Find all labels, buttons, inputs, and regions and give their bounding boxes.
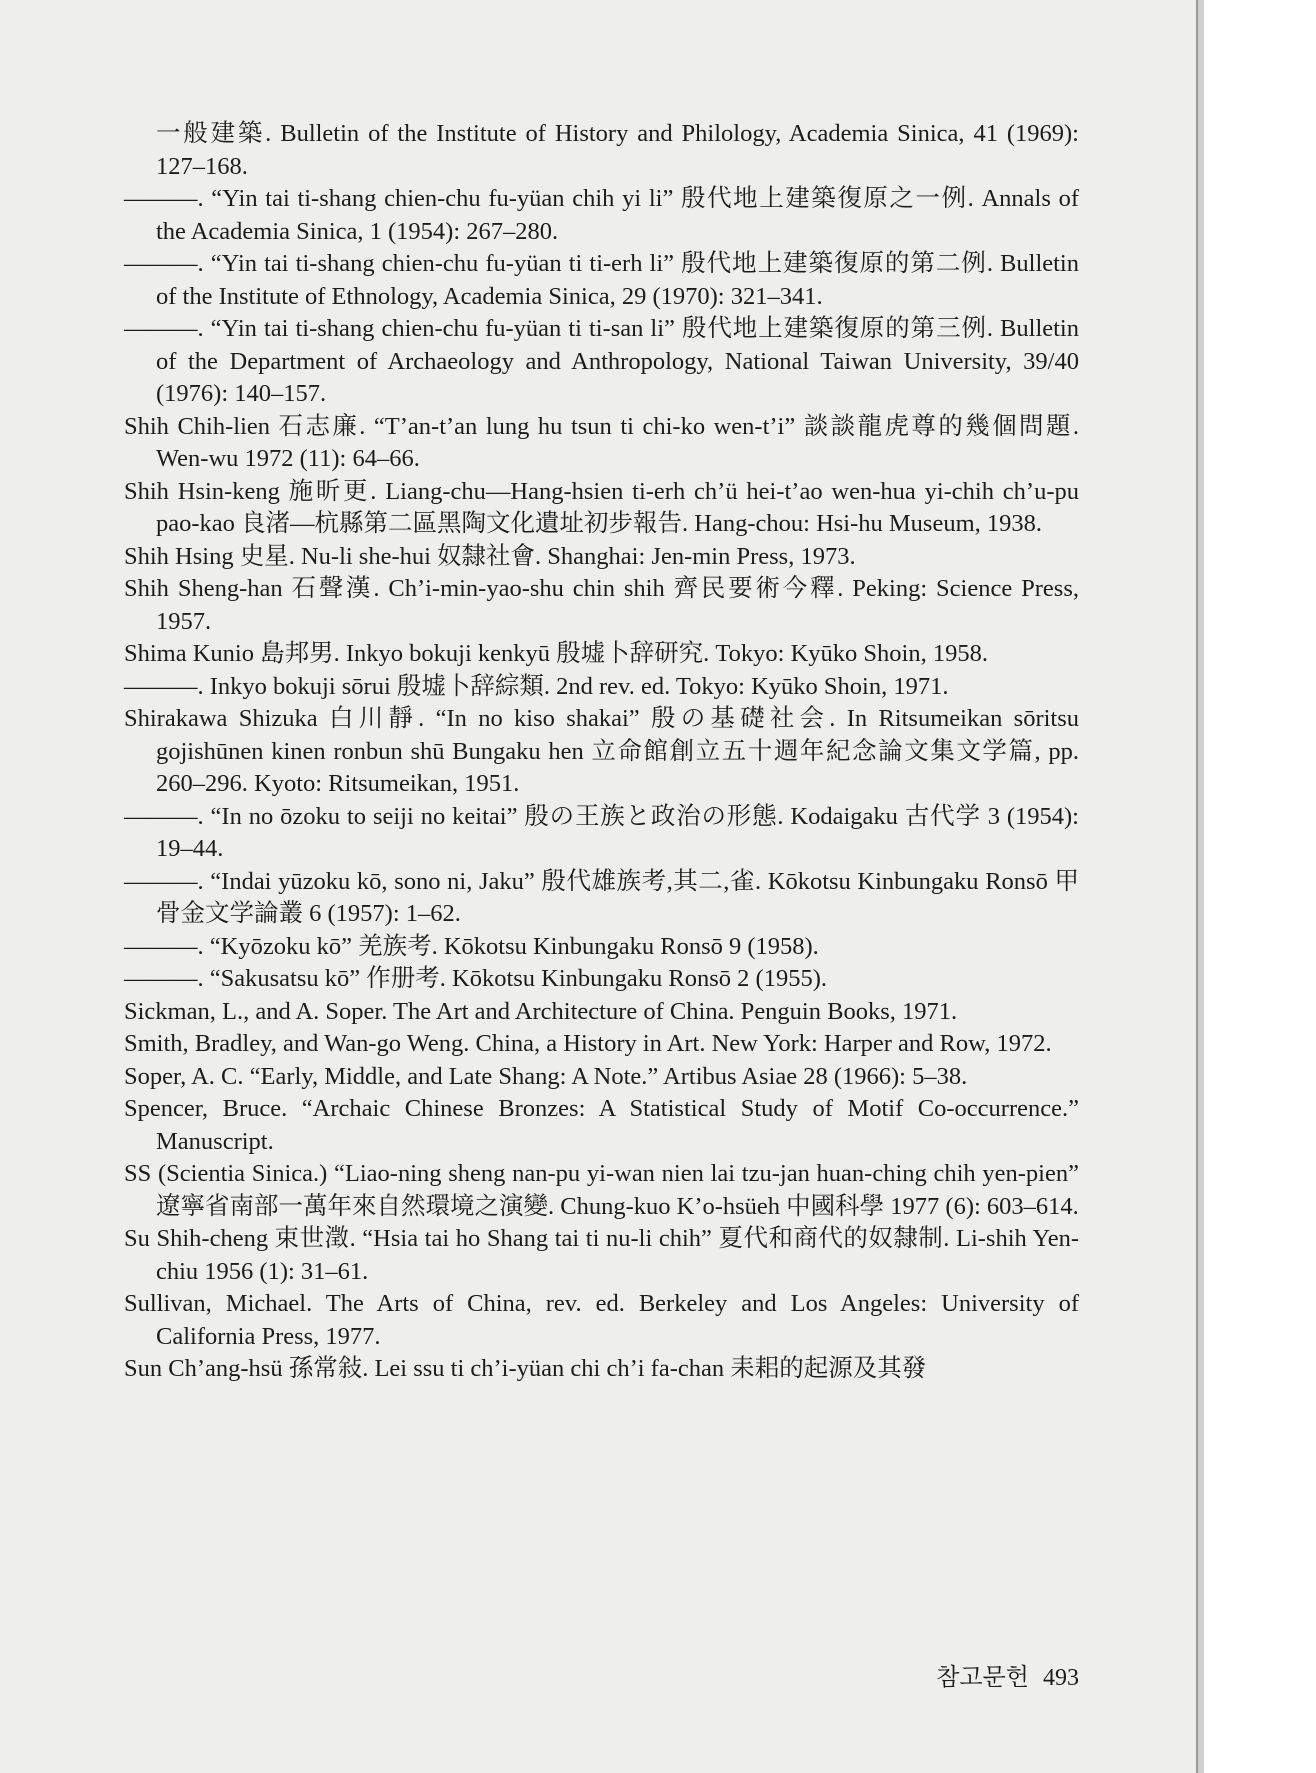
- bibliography-entry: Sullivan, Michael. The Arts of China, rev. ed. Berkeley and Los Angeles: University of California Press, 1977.: [124, 1290, 1079, 1350]
- bibliography-entry: Sun Ch’ang-hsü 孫常敍. Lei ssu ti ch’i-yüan chi ch’i fa-chan 耒耜的起源及其發: [124, 1355, 927, 1382]
- page-edge: [1198, 0, 1204, 1773]
- page-footer: [900, 1657, 1079, 1692]
- bibliography-entry: ———. “Indai yūzoku kō, sono ni, Jaku” 殷代雄族考,其二,雀. Kōkotsu Kinbungaku Ronsō 甲骨金文学論叢 6 (1957): 1–62.: [124, 867, 1079, 927]
- bibliography-entry: Shima Kunio 島邦男. Inkyo bokuji kenkyū 殷墟卜辞研究. Tokyo: Kyūko Shoin, 1958.: [124, 640, 988, 667]
- section-label: 참고문헌: [936, 1665, 1029, 1691]
- bibliography-entry: ———. “Yin tai ti-shang chien-chu fu-yüan ti ti-erh li” 殷代地上建築復原的第二例. Bulletin of the Institute of Ethnology, Academia Sinica, 29 (1970): 321–341.: [124, 250, 1079, 310]
- page-number: 493: [1043, 1665, 1079, 1691]
- bibliography-entry: Spencer, Bruce. “Archaic Chinese Bronzes: A Statistical Study of Motif Co-occurrence.” Manuscript.: [124, 1095, 1079, 1155]
- bibliography-entry: ———. “Sakusatsu kō” 作册考. Kōkotsu Kinbungaku Ronsō 2 (1955).: [124, 965, 827, 992]
- bibliography-entry: Sickman, L., and A. Soper. The Art and Architecture of China. Penguin Books, 1971.: [124, 997, 958, 1025]
- bibliography-entry: SS (Scientia Sinica.) “Liao-ning sheng nan-pu yi-wan nien lai tzu-jan huan-ching chih yen-pien” 遼寧省南部一萬年來自然環境之演變. Chung-kuo K’o-hsüeh 中國科學 1977 (6): 603–614.: [124, 1160, 1079, 1220]
- bibliography-entry: ———. “In no ōzoku to seiji no keitai” 殷の王族と政治の形態. Kodaigaku 古代学 3 (1954): 19–44.: [124, 802, 1079, 862]
- bibliography-list: [124, 118, 1079, 1386]
- bibliography-entry: ———. “Kyōzoku kō” 羌族考. Kōkotsu Kinbungaku Ronsō 9 (1958).: [124, 932, 819, 960]
- bibliography-entry: Shih Sheng-han 石聲漢. Ch’i-min-yao-shu chin shih 齊民要術今釋. Peking: Science Press, 1957.: [124, 575, 1079, 635]
- bibliography-entry: ———. Inkyo bokuji sōrui 殷墟卜辞綜類. 2nd rev. ed. Tokyo: Kyūko Shoin, 1971.: [124, 672, 949, 700]
- bibliography-entry: ———. “Yin tai ti-shang chien-chu fu-yüan ti ti-san li” 殷代地上建築復原的第三例. Bulletin of the Department of Archaeology and Anthropology, National Taiwan University, 39/40 (1976): 140–157.: [124, 315, 1079, 407]
- bibliography-entry: Shih Chih-lien 石志廉. “T’an-t’an lung hu tsun ti chi-ko wen-t’i” 談談龍虎尊的幾個問題. Wen-wu 1972 (11): 64–66.: [124, 412, 1079, 472]
- bibliography-entry: Soper, A. C. “Early, Middle, and Late Shang: A Note.” Artibus Asiae 28 (1966): 5–38.: [124, 1062, 968, 1090]
- bibliography-entry: Shih Hsing 史星. Nu-li she-hui 奴隸社會. Shanghai: Jen-min Press, 1973.: [124, 542, 856, 570]
- bibliography-entry: ———. “Yin tai ti-shang chien-chu fu-yüan chih yi li” 殷代地上建築復原之一例. Annals of the Academia Sinica, 1 (1954): 267–280.: [124, 185, 1079, 245]
- bibliography-entry: Shirakawa Shizuka 白川靜. “In no kiso shakai” 殷の基礎社会. In Ritsumeikan sōritsu gojishūnen kinen ronbun shū Bungaku hen 立命館創立五十週年紀念論文集文学篇, pp. 260–296. Kyoto: Ritsumeikan, 1951.: [124, 705, 1079, 797]
- bibliography-entry: Smith, Bradley, and Wan-go Weng. China, a History in Art. New York: Harper and Row, 1972.: [124, 1030, 1052, 1057]
- bibliography-entry: Shih Hsin-keng 施昕更. Liang-chu—Hang-hsien ti-erh ch’ü hei-t’ao wen-hua yi-chih ch’u-pu pao-kao 良渚—杭縣第二區黑陶文化遺址初步報告. Hang-chou: Hsi-hu Museum, 1938.: [124, 477, 1079, 537]
- bibliography-entry: Su Shih-cheng 束世澂. “Hsia tai ho Shang tai ti nu-li chih” 夏代和商代的奴隸制. Li-shih Yen-chiu 1956 (1): 31–61.: [124, 1225, 1079, 1285]
- bibliography-entry: 一般建築. Bulletin of the Institute of History and Philology, Academia Sinica, 41 (1969): 127–168.: [156, 120, 1079, 180]
